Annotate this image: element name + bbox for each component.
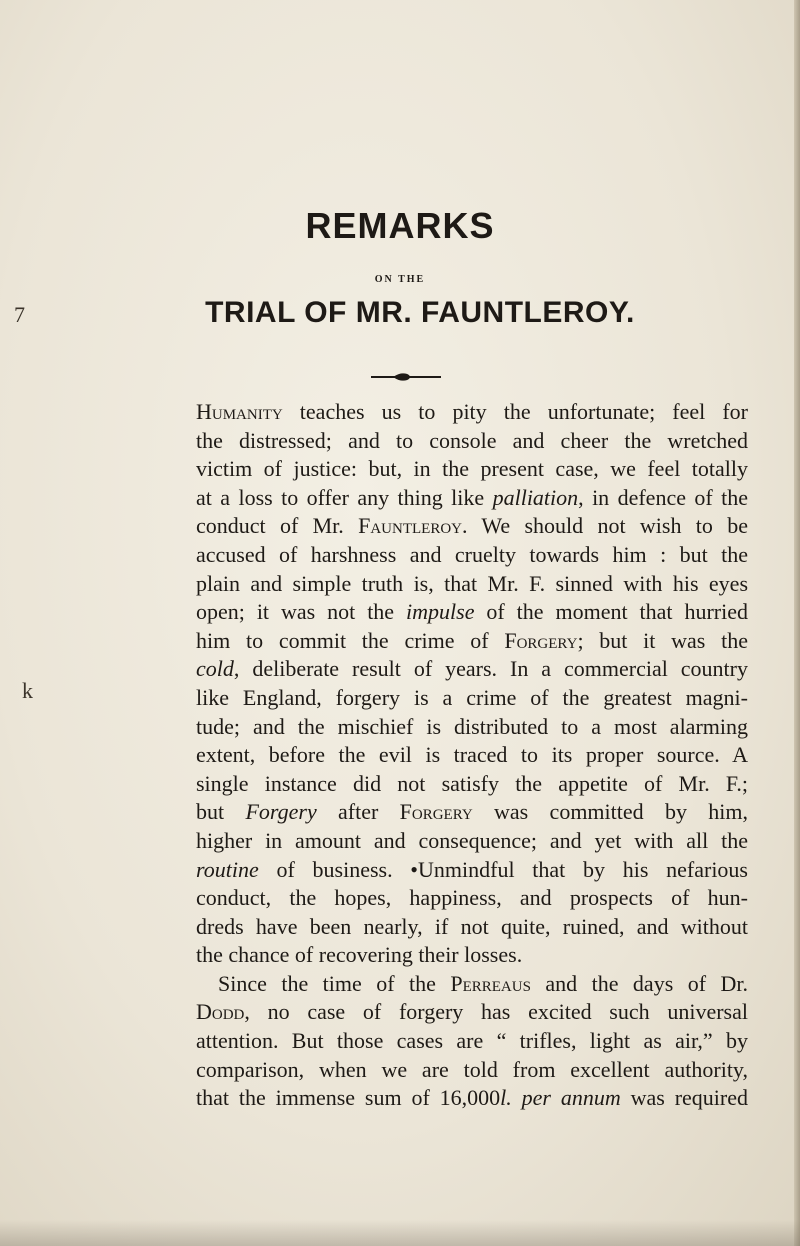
text-line: conduct of Mr. Fauntleroy. We should not wish to be [196,513,748,539]
text-line: Humanity teaches us to pity the unfortunate; feel for [196,399,748,424]
margin-mark-top: 7 [14,302,25,327]
text-line: like England, forgery is a crime of the greatest magni- [196,684,748,710]
text-line: the distressed; and to console and cheer the wretched [196,427,748,453]
text-line: extent, before the evil is traced to its proper source. A [196,742,748,768]
text-line: him to commit the crime of Forgery; but it was the [196,627,748,653]
text-line: attention. But those cases are “ trifles, light as air,” by [196,1028,748,1054]
text-line: tude; and the mischief is distributed to a most alarming [196,713,748,739]
title-connector: ON THE [374,274,426,285]
page-edge [794,0,800,1246]
text-line: conduct, the hopes, happiness, and prospects of hun- [196,885,748,911]
text-line: that the immense sum of 16,000l. per annum was required [196,1085,749,1111]
text-line: Since the time of the Perreaus and the days of Dr. [218,970,748,996]
page-bottom-shadow [0,1220,800,1246]
divider-ornament-icon [371,373,441,381]
page-subtitle: TRIAL OF MR. FAUNTLEROY. [205,296,635,329]
text-line: single instance did not satisfy the appetite of Mr. F.; [196,770,748,796]
text-line: the chance of recovering their losses. [196,942,523,968]
text-line: accused of harshness and cruelty towards him : but the [196,541,748,567]
text-line: but Forgery after Forgery was committed by him, [196,799,748,825]
text-line: dreds have been nearly, if not quite, ruined, and without [196,913,748,939]
margin-mark-mid: k [22,678,33,703]
body-text [196,398,748,1113]
text-line: open; it was not the impulse of the moment that hurried [196,599,748,625]
text-line: victim of justice: but, in the present case, we feel totally [196,456,748,482]
text-line: cold, deliberate result of years. In a commercial country [196,656,748,682]
text-line: plain and simple truth is, that Mr. F. sinned with his eyes [196,570,748,596]
text-line: higher in amount and consequence; and yet with all the [196,827,748,853]
page-title: REMARKS [305,205,495,246]
text-line: routine of business. •Unmindful that by his nefarious [196,856,748,882]
text-line: Dodd, no case of forgery has excited such universal [196,999,748,1025]
text-line: comparison, when we are told from excellent authority, [196,1056,748,1082]
text-line: at a loss to offer any thing like palliation, in defence of the [196,484,748,510]
